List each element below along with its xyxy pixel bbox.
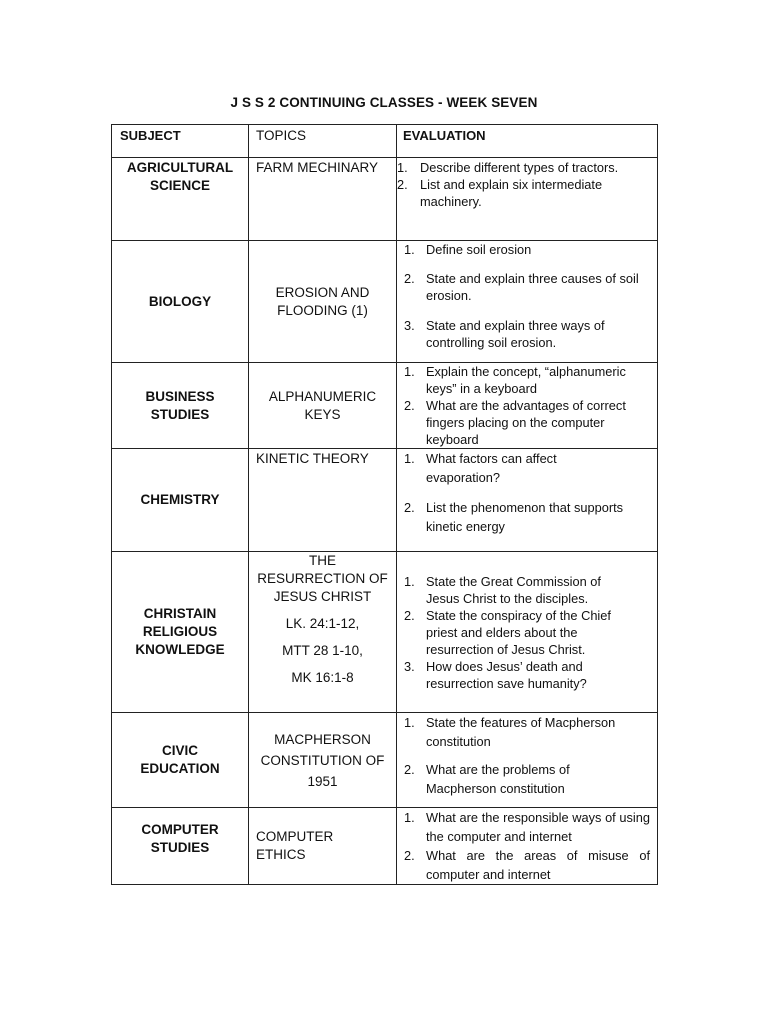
list-item: 1. What factors can affect evaporation? [404, 451, 557, 485]
subject-cell [112, 363, 249, 449]
evaluation-text: List the phenomenon that supports kinetic energy [426, 500, 624, 534]
table-row [112, 552, 658, 713]
subject-line: KNOWLEDGE [135, 642, 225, 657]
topic-line: KINETIC THEORY [256, 451, 369, 466]
topic-line: LK. 24:1-12, [285, 616, 360, 631]
page-title: J S S 2 CONTINUING CLASSES - WEEK SEVEN [230, 95, 538, 110]
subject-line: CIVIC [161, 743, 198, 758]
subject-line: BIOLOGY [148, 293, 212, 309]
evaluation-text: What are the advantages of correct fingers placing on the computer keyboard [426, 398, 626, 447]
evaluation-cell [397, 158, 658, 241]
topic-line: 1951 [307, 773, 338, 789]
evaluation-text: Define soil erosion [426, 242, 532, 257]
topic-line: MTT 28 1-10, [282, 643, 363, 658]
evaluation-list [397, 713, 657, 798]
topic-line: JESUS CHRIST [273, 589, 372, 604]
list-item: 1. State the Great Commission of Jesus Christ to the disciples. [404, 573, 601, 606]
evaluation-text: What are the areas of misuse of computer and internet [426, 848, 650, 882]
subject-line: COMPUTER [141, 822, 219, 837]
evaluation-text: How does Jesus’ death and resurrection save humanity? [426, 658, 587, 691]
evaluation-text: State and explain three causes of soil erosion. [426, 271, 639, 303]
list-item: 2. What are the problems of Macpherson constitution [404, 762, 570, 796]
evaluation-list [397, 808, 657, 884]
evaluation-cell [397, 808, 658, 885]
topic-line: FARM MECHINARY [256, 160, 379, 175]
subject-cell [112, 808, 249, 885]
subject-line: SCIENCE [149, 178, 210, 193]
evaluation-cell [397, 713, 658, 808]
list-item: 2. What are the areas of misuse of computer and internet [397, 846, 657, 884]
evaluation-text: List and explain six intermediate machinery. [420, 177, 603, 209]
subject-line: CHRISTAIN [143, 606, 217, 621]
list-item: 1. Explain the concept, “alphanumeric keys” in a keyboard [404, 364, 626, 396]
topic-cell [249, 449, 397, 552]
subject-header: SUBJECT [112, 125, 249, 158]
subject-cell [112, 449, 249, 552]
table-row [112, 158, 658, 241]
evaluation-list [397, 241, 657, 351]
list-item: 1. What are the responsible ways of using the computer and internet [397, 808, 657, 846]
evaluation-list [397, 363, 657, 448]
table-row [112, 241, 658, 363]
list-item: 1. State the features of Macpherson constitution [404, 715, 616, 749]
subject-line: RELIGIOUS [142, 624, 218, 639]
evaluation-cell [397, 552, 658, 713]
evaluation-cell [397, 363, 658, 449]
topic-cell [249, 158, 397, 241]
topic-line: RESURRECTION OF [257, 571, 388, 586]
list-item: 2. State the conspiracy of the Chief priest and elders about the resurrection of Jesus Christ. [404, 607, 611, 657]
subject-line: BUSINESS [145, 388, 215, 404]
table-row [112, 449, 658, 552]
topic-line: EROSION AND [275, 284, 370, 300]
timetable [111, 124, 658, 885]
list-item: 3. State and explain three ways of controlling soil erosion. [404, 318, 605, 350]
evaluation-list [397, 449, 657, 536]
topic-line: MK 16:1-8 [291, 670, 354, 685]
topic-cell [249, 363, 397, 449]
topics-header: TOPICS [249, 125, 397, 158]
topic-line: MACPHERSON [274, 731, 371, 747]
topic-line: FLOODING (1) [277, 302, 368, 318]
topic-line: ETHICS [256, 847, 306, 862]
list-item: 2. List and explain six intermediate machinery. [397, 177, 603, 209]
evaluation-cell [397, 449, 658, 552]
topic-cell [249, 713, 397, 808]
topic-line: ALPHANUMERIC [268, 388, 377, 404]
evaluation-header: EVALUATION [397, 125, 658, 158]
evaluation-text: State and explain three ways of controlling soil erosion. [426, 318, 605, 350]
subject-line: STUDIES [150, 406, 210, 422]
evaluation-text: What are the problems of Macpherson constitution [426, 762, 570, 796]
topic-line: COMPUTER [256, 829, 334, 844]
evaluation-list [397, 159, 657, 210]
topic-cell [249, 552, 397, 713]
subject-line: AGRICULTURAL [126, 160, 234, 175]
evaluation-text: What are the responsible ways of using the computer and internet [426, 810, 650, 844]
table-row [112, 363, 658, 449]
subject-cell [112, 713, 249, 808]
subject-cell [112, 241, 249, 363]
header-row [112, 125, 658, 158]
subject-line: CHEMISTRY [140, 492, 220, 507]
topic-line: KEYS [304, 406, 341, 422]
subject-line: STUDIES [150, 840, 210, 855]
subject-line: EDUCATION [140, 761, 220, 776]
evaluation-text: State the Great Commission of Jesus Christ to the disciples. [426, 573, 601, 606]
evaluation-text: Explain the concept, “alphanumeric keys” in a keyboard [426, 364, 626, 396]
evaluation-cell [397, 241, 658, 363]
table-row [112, 808, 658, 885]
subject-cell [112, 158, 249, 241]
topic-line: THE [309, 553, 336, 568]
list-item: 3. How does Jesus’ death and resurrection save humanity? [404, 658, 587, 691]
list-item: 2. List the phenomenon that supports kinetic energy [404, 500, 624, 534]
evaluation-text: What factors can affect evaporation? [426, 451, 557, 485]
evaluation-list [397, 573, 657, 692]
list-item: 1. Define soil erosion [404, 242, 532, 257]
subject-cell [112, 552, 249, 713]
evaluation-text: Describe different types of tractors. [420, 160, 619, 175]
topic-cell [249, 808, 397, 885]
topic-line: CONSTITUTION OF [260, 752, 385, 768]
evaluation-text: State the features of Macpherson constitution [426, 715, 616, 749]
table-row [112, 713, 658, 808]
evaluation-text: State the conspiracy of the Chief priest and elders about the resurrection of Jesus Christ. [426, 607, 611, 657]
list-item: 2. What are the advantages of correct fingers placing on the computer keyboard [404, 398, 626, 447]
list-item: 1. Describe different types of tractors. [397, 160, 619, 175]
list-item: 2. State and explain three causes of soil erosion. [404, 271, 639, 303]
topic-cell [249, 241, 397, 363]
